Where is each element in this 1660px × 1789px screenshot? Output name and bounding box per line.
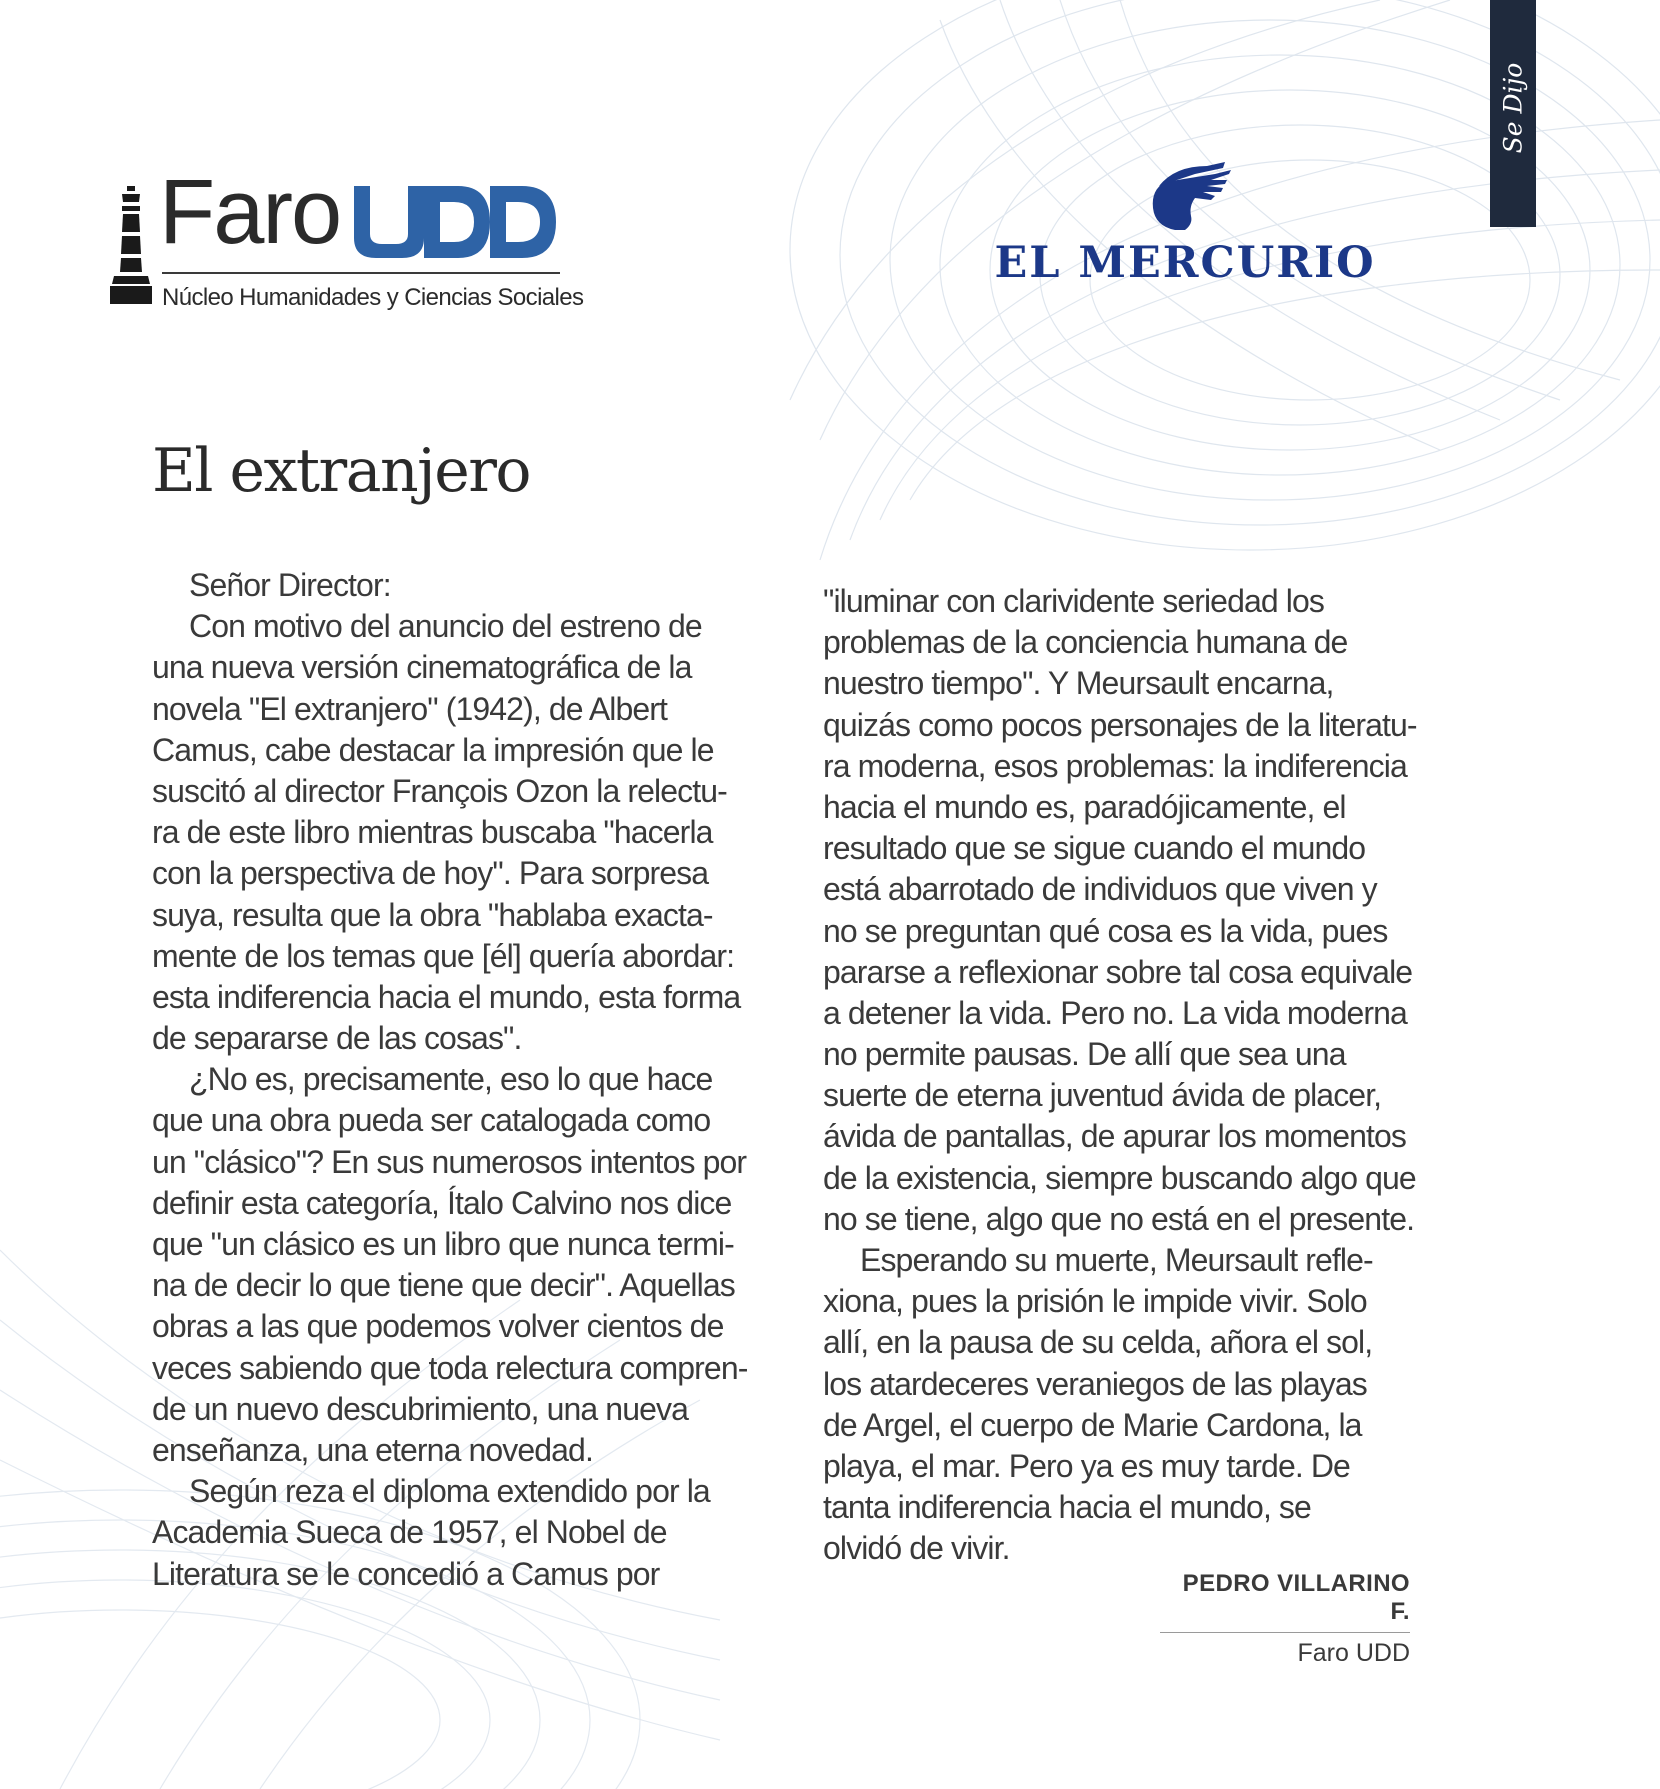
author-name: PEDRO VILLARINO F. — [1160, 1570, 1410, 1633]
paragraph-line: Literatura se le concedió a Camus por — [152, 1555, 660, 1592]
paragraph-line: enseñanza, una eterna novedad. — [152, 1431, 593, 1468]
paragraph-line: ¿No es, precisamente, eso lo que hace — [189, 1061, 713, 1098]
paragraph-line: quizás como pocos personajes de la literatu- — [823, 706, 1417, 743]
paragraph-line: suscitó al director François Ozon la relectu- — [152, 772, 727, 809]
paragraph-line: que una obra pueda ser catalogada como — [152, 1102, 711, 1139]
paragraph-line: veces sabiendo que toda relectura compren- — [152, 1349, 748, 1386]
section-tab-label: Se Dijo — [1498, 62, 1528, 154]
paragraph-line: Camus, cabe destacar la impresión que le — [152, 731, 714, 768]
paragraph-line: resultado que se sigue cuando el mundo — [823, 830, 1366, 867]
paragraph-line: definir esta categoría, Ítalo Calvino nos dice — [152, 1184, 732, 1221]
article-right-column — [823, 581, 1423, 1570]
paragraph-line: que "un clásico es un libro que nunca termi- — [152, 1226, 734, 1262]
udd-wordmark — [350, 182, 560, 262]
paragraph-line: no se preguntan qué cosa es la vida, pues — [823, 912, 1388, 949]
paragraph-line: suya, resulta que la obra "hablaba exacta- — [152, 896, 713, 933]
paragraph-line: los atardeceres veraniegos de las playas — [823, 1365, 1367, 1402]
paragraph-line: un "clásico"? En sus numerosos intentos por — [152, 1143, 747, 1180]
paragraph-line: problemas de la conciencia humana de — [823, 624, 1348, 661]
paragraph-line: Academia Sueca de 1957, el Nobel de — [152, 1514, 667, 1551]
paragraph-line: está abarrotado de individuos que viven y — [823, 871, 1377, 908]
el-mercurio-wordmark: EL MERCURIO — [994, 238, 1376, 288]
lighthouse-icon — [106, 180, 156, 308]
faro-wordmark: Faro — [159, 161, 341, 263]
paragraph-line: na de decir lo que tiene que decir". Aquellas — [152, 1267, 735, 1304]
paragraph-line: Señor Director: — [189, 567, 391, 603]
paragraph-line: hacia el mundo es, paradójicamente, el — [823, 788, 1346, 825]
paragraph-line: suerte de eterna juventud ávida de placer, — [823, 1077, 1382, 1114]
paragraph-line: de la existencia, siempre buscando algo que — [823, 1159, 1416, 1196]
paragraph-line: xiona, pues la prisión le impide vivir. Solo — [823, 1283, 1367, 1320]
paragraph-line: no se tiene, algo que no está en el presente. — [823, 1200, 1415, 1237]
paragraph-line: obras a las que podemos volver cientos de — [152, 1308, 724, 1345]
paragraph-line: de un nuevo descubrimiento, una nueva — [152, 1390, 688, 1427]
article-left-column — [152, 565, 772, 1595]
paragraph-line: a detener la vida. Pero no. La vida moderna — [823, 994, 1407, 1031]
paragraph-line: novela "El extranjero" (1942), de Albert — [152, 690, 668, 727]
paragraph-line: ra de este libro mientras buscaba "hacerla — [152, 814, 713, 851]
section-tab — [1490, 0, 1536, 227]
paragraph-line: con la perspectiva de hoy". Para sorpresa — [152, 855, 709, 892]
paragraph-line: olvidó de vivir. — [823, 1530, 1010, 1567]
paragraph-line: Con motivo del anuncio del estreno de — [189, 608, 702, 645]
paragraph-line: playa, el mar. Pero ya es muy tarde. De — [823, 1447, 1350, 1484]
article-title: El extranjero — [152, 436, 531, 506]
paragraph-line: de Argel, el cuerpo de Marie Cardona, la — [823, 1406, 1362, 1443]
author-affiliation: Faro UDD — [1297, 1639, 1410, 1667]
paragraph-line: "iluminar con clarividente seriedad los — [823, 583, 1324, 619]
article-signature — [1040, 1570, 1410, 1668]
paragraph-line: tanta indiferencia hacia el mundo, se — [823, 1489, 1311, 1526]
paragraph-line: de separarse de las cosas". — [152, 1020, 522, 1057]
paragraph-line: Según reza el diploma extendido por la — [189, 1473, 710, 1510]
faro-udd-logo — [104, 161, 584, 312]
paragraph-line: pararse a reflexionar sobre tal cosa equivale — [823, 953, 1413, 990]
paragraph-line: nuestro tiempo". Y Meursault encarna, — [823, 665, 1334, 702]
paragraph-line: una nueva versión cinematográfica de la — [152, 649, 692, 686]
paragraph-line: no permite pausas. De allí que sea una — [823, 1036, 1346, 1073]
paragraph-line: ávida de pantallas, de apurar los momentos — [823, 1118, 1407, 1155]
paragraph-line: mente de los temas que [él] quería abordar: — [152, 937, 735, 974]
paragraph-line: Esperando su muerte, Meursault refle- — [860, 1242, 1373, 1278]
faro-subtitle: Núcleo Humanidades y Ciencias Sociales — [162, 284, 584, 311]
mercury-head-icon — [1145, 160, 1233, 236]
paragraph-line: ra moderna, esos problemas: la indiferencia — [823, 747, 1407, 784]
el-mercurio-logo — [985, 150, 1385, 290]
faro-logo-rule — [162, 272, 560, 274]
paragraph-line: esta indiferencia hacia el mundo, esta forma — [152, 978, 741, 1015]
paragraph-line: allí, en la pausa de su celda, añora el sol, — [823, 1324, 1373, 1361]
